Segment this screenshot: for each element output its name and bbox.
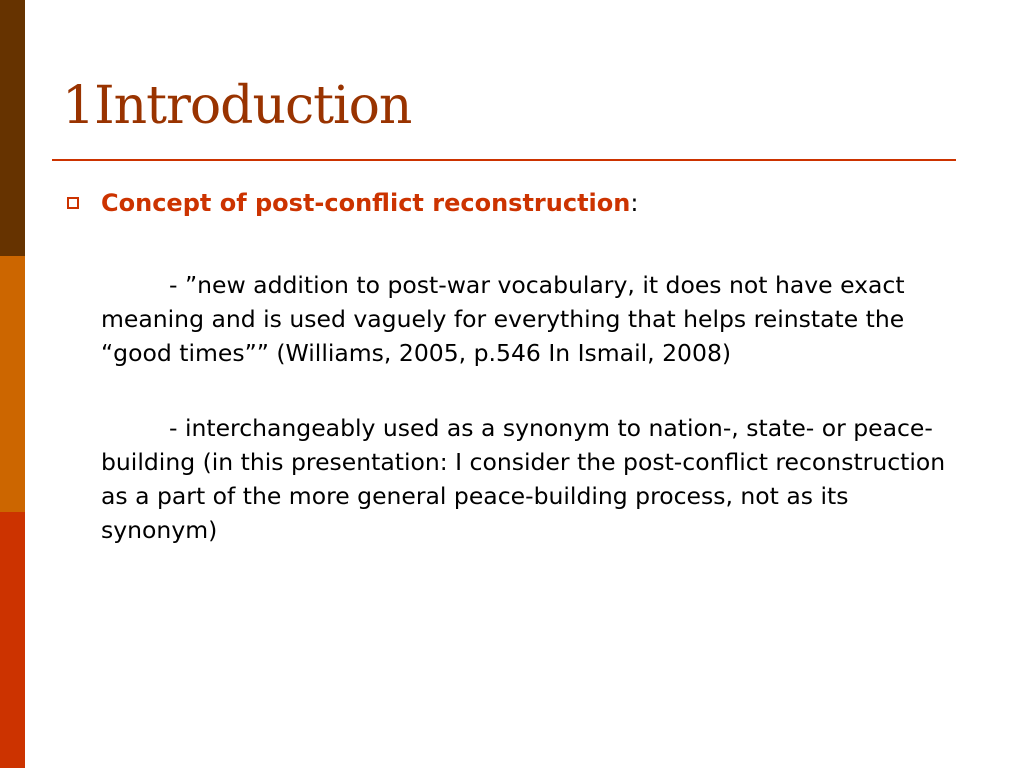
bullet-heading <box>101 187 638 219</box>
left-bar-segment-bottom <box>0 512 25 768</box>
heading-text: Concept of post-conflict reconstruction <box>101 189 631 217</box>
slide-title: 1Introduction <box>62 76 412 136</box>
left-bar-segment-top <box>0 0 25 256</box>
hollow-square-bullet-icon <box>67 197 79 209</box>
left-bar-segment-middle <box>0 256 25 512</box>
title-divider <box>52 159 956 161</box>
paragraph-synonym-text: - interchangeably used as a synonym to nation-, state- or peace-building (in this presentation: I consider the post-conflict reconstruction as a part of the more general peace-building process, not as its synonym) <box>101 414 946 544</box>
left-color-bar <box>0 0 25 768</box>
paragraph-definition <box>101 268 971 370</box>
paragraph-definition-text: - ”new addition to post-war vocabulary, it does not have exact meaning and is used vaguely for everything that helps reinstate the “good times”” (Williams, 2005, p.546 In Ismail, 2008) <box>101 271 905 367</box>
heading-colon: : <box>630 189 639 217</box>
paragraph-synonym <box>101 411 971 547</box>
